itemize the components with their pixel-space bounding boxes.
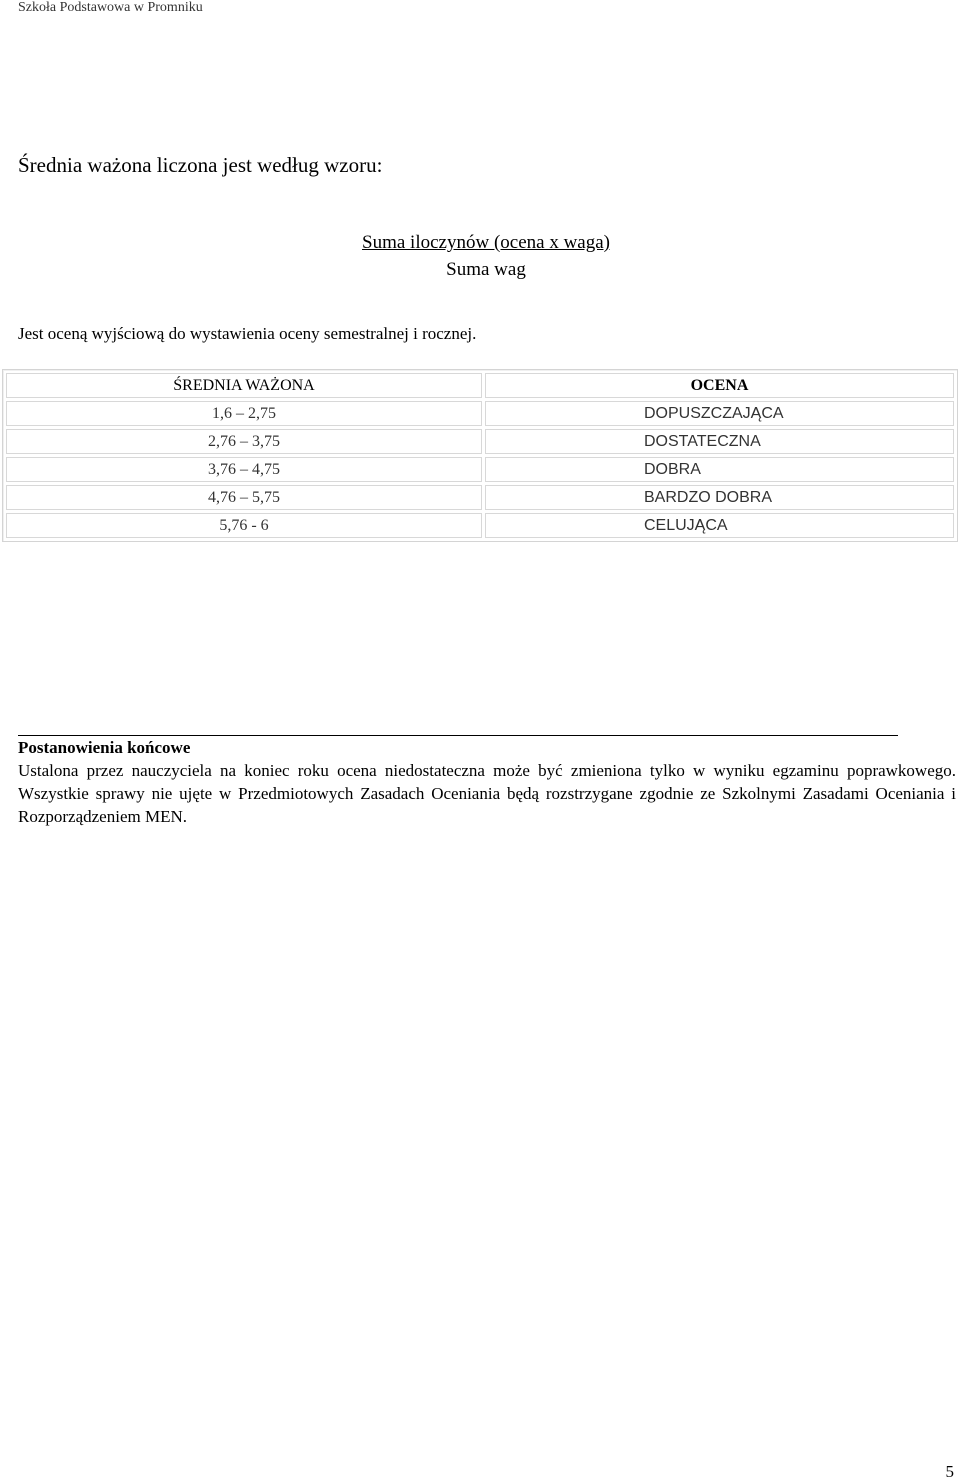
formula-intro: Średnia ważona liczona jest według wzoru: [18,153,383,177]
header-average: ŚREDNIA WAŻONA [6,373,482,398]
table-row [6,429,954,454]
average-range: 4,76 – 5,75 [6,485,482,510]
grade-table [2,369,958,542]
formula-denominator: Suma wag [446,259,526,280]
table-row [6,513,954,538]
table-row [6,401,954,426]
table-row [6,457,954,482]
header-grade: OCENA [485,373,954,398]
school-header: Szkoła Podstawowa w Promniku [18,0,203,15]
table-header-row [6,373,954,398]
formula-note: Jest oceną wyjściową do wystawienia oceny semestralnej i rocznej. [18,324,477,343]
formula-numerator [0,231,960,255]
final-provisions-heading: Postanowienia końcowe [18,738,191,757]
final-provisions-body: Ustalona przez nauczyciela na koniec roku ocena niedostateczna może być zmieniona tylko w wyniku egzaminu poprawkowego. Wszystkie sprawy nie ujęte w Przedmiotowych Zasadach Oceniania będą rozstrzygane zgodnie ze Szkolnymi Zasadami Oceniania i Rozporządzeniem MEN. [18,761,956,826]
grade-name: DOPUSZCZAJĄCA [485,401,954,426]
average-range: 5,76 - 6 [6,513,482,538]
average-range: 1,6 – 2,75 [6,401,482,426]
average-range: 3,76 – 4,75 [6,457,482,482]
grade-name: DOBRA [485,457,954,482]
grade-name: DOSTATECZNA [485,429,954,454]
formula-numerator-text: Suma iloczynów (ocena x waga) [362,232,610,253]
average-range: 2,76 – 3,75 [6,429,482,454]
page-number: 5 [945,1462,954,1481]
table-row [6,485,954,510]
section-divider [18,735,898,736]
grade-name: CELUJĄCA [485,513,954,538]
grade-name: BARDZO DOBRA [485,485,954,510]
